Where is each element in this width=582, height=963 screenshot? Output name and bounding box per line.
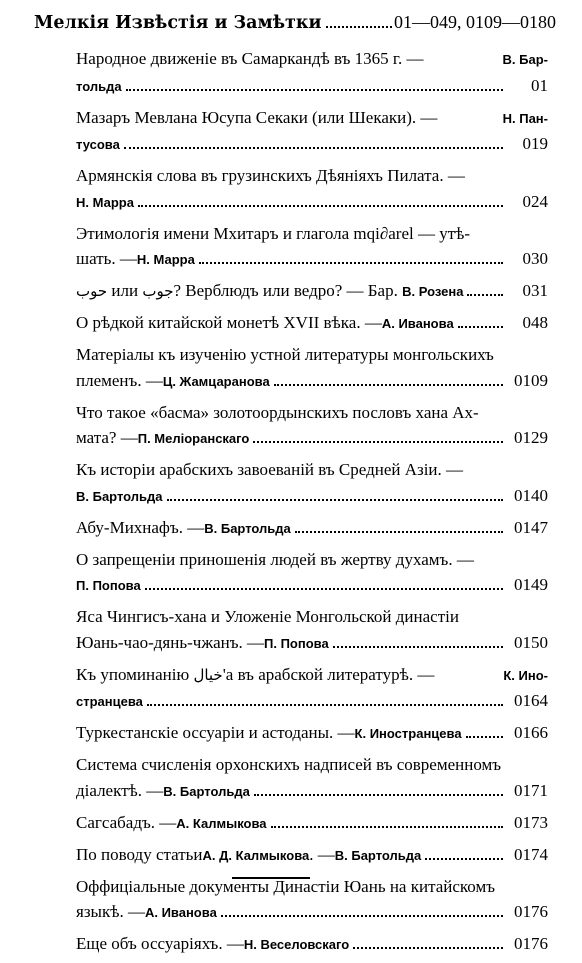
leader-dots [199, 262, 503, 264]
toc-entry[interactable] [76, 163, 548, 215]
toc-entry[interactable] [76, 752, 548, 804]
leader-dots [221, 915, 503, 917]
entry-title: Что такое «басма» золотоордынскихъ пословъ хана Ах- [76, 402, 479, 422]
entry-title: Оффиціальные документы Династіи Юань на китайскомъ [76, 876, 496, 896]
entry-author: П. Меліоранскаго [137, 431, 250, 446]
leader-dots [138, 205, 503, 207]
arabic-word: جوب [142, 282, 174, 300]
leader-dots [254, 794, 503, 796]
entry-page: 0173 [514, 812, 548, 832]
entry-author: тусова [76, 137, 120, 152]
entry-page: 0171 [514, 780, 548, 800]
entry-page: 024 [522, 191, 548, 211]
entry-page: 0164 [514, 691, 548, 710]
leader-dots [147, 704, 503, 706]
entry-title-cont: ? Верблюдъ или ведро? — Бар. [173, 281, 403, 300]
entry-author: Н. Веселовскаго [243, 937, 350, 952]
entry-title: Яса Чингисъ-хана и Уложеніе Монгольской династіи [76, 607, 459, 626]
entry-title: О рѣдкой китайской монетѣ XVII вѣка. — [76, 313, 382, 332]
section-page-range: 01—049, 0109—0180 [394, 12, 556, 32]
section-header [34, 12, 556, 33]
entry-title: или [107, 281, 143, 300]
entry-page: 0149 [514, 575, 548, 594]
leader-dots [326, 26, 393, 28]
entry-title: Система счисленія орхонскихъ надписей въ современномъ [76, 755, 502, 774]
toc-entry[interactable] [76, 604, 548, 656]
toc-entry[interactable] [76, 720, 548, 747]
entry-title: Матеріалы къ изученію устной литературы монгольскихъ [76, 345, 494, 364]
toc-entry[interactable] [76, 310, 548, 337]
entry-title: Туркестанскіе оссуаріи и астоданы. — [76, 723, 355, 742]
entry-title-cont: . — [309, 844, 335, 864]
leader-dots [145, 588, 503, 590]
entry-author: А. Иванова [381, 316, 454, 331]
entry-title: Этимологія имени Мхитаръ и глагола mqi∂arel — утѣ- [76, 223, 471, 243]
section-title: Мелкія Извѣстія и Замѣтки [34, 13, 322, 33]
entry-page: 0140 [514, 485, 548, 505]
entry-author: П. Попова [76, 578, 141, 593]
toc-entry[interactable] [76, 400, 548, 452]
toc-entry[interactable] [76, 46, 548, 99]
leader-dots [458, 326, 503, 328]
toc-entry[interactable] [76, 515, 548, 542]
toc-entry[interactable] [76, 105, 548, 158]
entry-title: Армянскія слова въ грузинскихъ Дѣяніяхъ Пилата. — [76, 166, 465, 185]
entry-author: А. Иванова [144, 905, 217, 920]
entry-title: Еще объ оссуаріяхъ. — [76, 934, 244, 953]
entry-title: Мазаръ Мевлана Юсупа Секаки (или Шекаки). — [76, 107, 438, 127]
entry-title-cont: шать. — [76, 249, 137, 268]
leader-dots [333, 646, 503, 648]
entry-title: Народное движеніе въ Самаркандѣ въ 1365 г. — [76, 49, 424, 68]
toc-entry[interactable] [76, 662, 548, 715]
entry-author: К. Ино- [503, 667, 548, 683]
toc-entry[interactable] [76, 931, 548, 958]
entry-title-part: Къ упоминанію [76, 664, 194, 684]
leader-dots [274, 384, 503, 386]
entry-page: 01 [531, 75, 548, 95]
entry-page: 0150 [514, 632, 548, 652]
entry-author: В. Бар- [502, 52, 548, 67]
end-rule [232, 877, 310, 879]
entry-title: Абу-Михнафъ. — [76, 517, 205, 537]
entry-title-cont: мата? — [76, 428, 138, 447]
arabic-word: حوب [76, 282, 108, 300]
leader-dots [271, 826, 503, 828]
entry-page: 0109 [514, 370, 548, 390]
entry-title-cont: діалектѣ. — [76, 780, 164, 800]
leader-dots [253, 441, 503, 443]
entry-page: 030 [522, 249, 548, 268]
leader-dots [167, 499, 504, 501]
entry-author: К. Иностранцева [354, 726, 462, 741]
entry-title: Сагсабадъ. — [76, 812, 177, 832]
entry-title: По поводу статьи [76, 844, 203, 864]
toc-entry[interactable] [76, 342, 548, 394]
entry-author: Ц. Жамцаранова [162, 373, 270, 389]
entry-title: Къ исторіи арабскихъ завоеваній въ Средней Азіи. — [76, 460, 464, 479]
entry-page: 0176 [514, 934, 548, 953]
toc-entries [76, 46, 548, 963]
entry-title-cont: племенъ. — [76, 370, 163, 390]
entry-author: А. Д. Калмыкова [202, 847, 310, 863]
entry-author: Н. Марра [76, 194, 134, 210]
entry-page: 031 [522, 281, 548, 300]
entry-title [76, 662, 434, 689]
entry-page: 0166 [514, 723, 548, 742]
toc-entry[interactable] [76, 278, 548, 305]
entry-author: В. Бартольда [334, 847, 422, 863]
entry-title-cont: языкѣ. — [76, 902, 145, 921]
entry-page: 0176 [514, 902, 548, 921]
entry-author: тольда [76, 78, 122, 94]
leader-dots [425, 858, 503, 860]
entry-page: 019 [522, 134, 548, 153]
toc-entry[interactable] [76, 810, 548, 837]
toc-entry[interactable] [76, 842, 548, 869]
entry-author: В. Бартольда [204, 520, 291, 536]
toc-entry[interactable] [76, 547, 548, 599]
entry-author: Н. Пан- [502, 110, 548, 126]
leader-dots [295, 531, 503, 533]
entry-author: В. Розена [402, 284, 464, 299]
entry-title-cont: Юань-чао-дянь-чжанъ. — [76, 632, 264, 652]
entry-author: П. Попова [264, 635, 329, 651]
entry-title: О запрещеніи приношенія людей въ жертву духамъ. — [76, 549, 474, 569]
leader-dots [467, 294, 503, 296]
leader-dots [466, 736, 503, 738]
entry-page: 0129 [514, 428, 548, 447]
leader-dots [126, 89, 503, 91]
toc-entry[interactable] [76, 874, 548, 926]
entry-author: Н. Марра [136, 252, 195, 267]
entry-page: 0147 [514, 517, 548, 537]
arabic-word: خيال [193, 665, 223, 684]
entry-page: 048 [522, 313, 548, 332]
leader-dots [353, 947, 503, 949]
entry-title-part: 'а въ арабской литературѣ. — [222, 664, 435, 684]
entry-author: В. Бартольда [76, 488, 163, 504]
entry-author: странцева [76, 694, 143, 709]
entry-author: А. Калмыкова [176, 815, 267, 831]
entry-page: 0174 [514, 844, 548, 864]
entry-author: В. Бартольда [163, 783, 250, 799]
leader-dots [124, 147, 503, 149]
toc-entry[interactable] [76, 457, 548, 509]
toc-entry[interactable] [76, 221, 548, 273]
